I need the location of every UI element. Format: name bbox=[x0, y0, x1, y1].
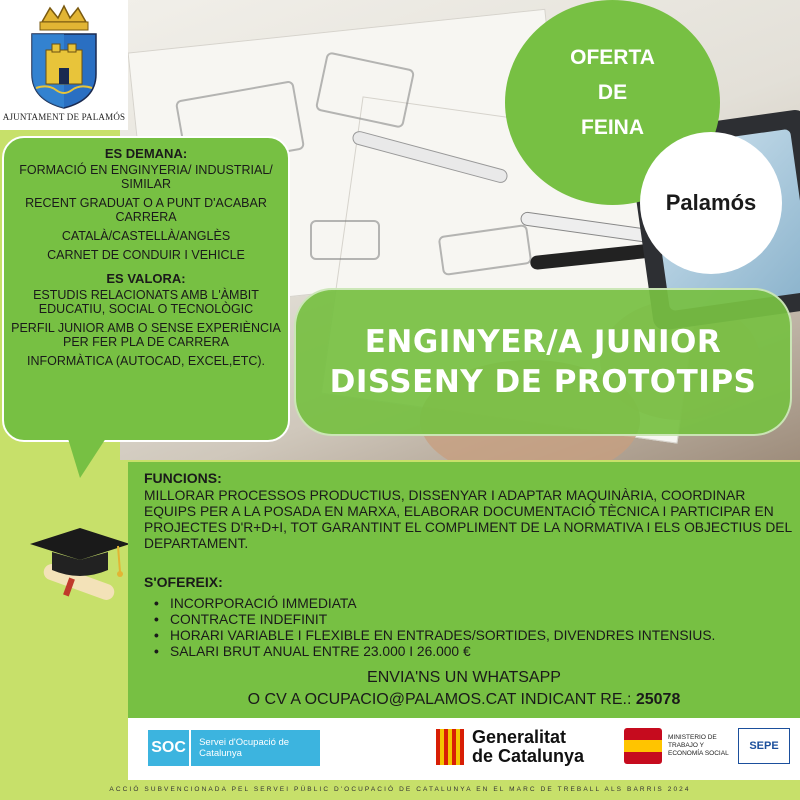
town-logo bbox=[0, 0, 128, 130]
sepe-label: SEPE bbox=[749, 740, 779, 752]
demana-heading: ES DEMANA: bbox=[104, 146, 188, 161]
requirement-item: FORMACIÓ EN ENGINYERIA/ INDUSTRIAL/ SIMILAR bbox=[19, 163, 273, 191]
footer-note: ACCIÓ SUBVENCIONADA PEL SERVEI PÚBLIC D'OCUPACIÓ DE CATALUNYA EN EL MARC DE TREBALL ALS BARRIS 2024 bbox=[0, 780, 800, 800]
offer-list bbox=[154, 596, 715, 660]
soc-name: Servei d'Ocupació de Catalunya bbox=[199, 737, 290, 759]
generalitat-line-2: de Catalunya bbox=[472, 746, 585, 766]
sepe-logo bbox=[738, 728, 790, 764]
senyera-icon bbox=[436, 729, 464, 765]
logo-caption: AJUNTAMENT DE PALAMÓS bbox=[2, 112, 126, 122]
generalitat-logo bbox=[436, 728, 584, 766]
valued-item: INFORMÀTICA (AUTOCAD, EXCEL,ETC). bbox=[27, 354, 265, 368]
funcions-text: MILLORAR PROCESSOS PRODUCTIUS, DISSENYAR I ADAPTAR MAQUINÀRIA, COORDINAR EQUIPS PER A LA POSADA EN MARXA, ELABORAR DOCUMENTACIÓ TÈCNICA I PARTICIPAR EN PROJECTES D'R+D+I, TOT GARANTINT EL COMPLIMENT DE LA NORMATIVA I ELS OBJECTIUS DEL DEPARTAMENT. bbox=[144, 488, 792, 551]
valora-heading: ES VALORA: bbox=[106, 271, 186, 286]
list-item: • SALARI BRUT ANUAL ENTRE 23.000 I 26.000 € bbox=[154, 644, 715, 660]
offer-line-2: DE bbox=[597, 81, 628, 104]
contact-info bbox=[128, 667, 800, 711]
list-item: • INCORPORACIÓ IMMEDIATA bbox=[154, 596, 715, 612]
offer-line-1: OFERTA bbox=[570, 46, 655, 69]
ministry-sepe-logo bbox=[624, 728, 790, 764]
offer-line-3: FEINA bbox=[581, 116, 644, 139]
ministry-name: MINISTERIO DE TRABAJO Y ECONOMÍA SOCIAL bbox=[668, 734, 729, 757]
sponsor-logos bbox=[128, 718, 800, 780]
requirements-bubble bbox=[2, 136, 290, 442]
valued-item: PERFIL JUNIOR AMB O SENSE EXPERIÈNCIA PER FER PLA DE CARRERA bbox=[11, 321, 281, 349]
list-item: • HORARI VARIABLE I FLEXIBLE EN ENTRADES/SORTIDES, DIVENDRES INTENSIUS. bbox=[154, 628, 715, 644]
requirement-item: RECENT GRADUAT O A PUNT D'ACABAR CARRERA bbox=[25, 196, 267, 224]
contact-line-2: O CV A OCUPACIO@PALAMOS.CAT INDICANT RE.: bbox=[247, 691, 632, 708]
funcions-heading: FUNCIONS: bbox=[144, 470, 222, 486]
coat-of-arms-icon bbox=[22, 4, 106, 110]
job-title-line-2: DISSENY DE PROTOTIPS bbox=[329, 364, 757, 400]
list-item: • CONTRACTE INDEFINIT bbox=[154, 612, 715, 628]
soc-mark: SOC bbox=[148, 730, 191, 766]
generalitat-line-1: Generalitat bbox=[472, 727, 567, 747]
requirement-item: CARNET DE CONDUIR I VEHICLE bbox=[47, 248, 245, 262]
graduation-cap-icon bbox=[22, 516, 134, 606]
location-badge: Palamós bbox=[640, 132, 782, 274]
ofereix-heading: S'OFEREIX: bbox=[144, 574, 223, 590]
job-title-line-1: ENGINYER/A JUNIOR bbox=[364, 324, 722, 360]
requirement-item: CATALÀ/CASTELLÀ/ANGLÈS bbox=[61, 229, 231, 243]
functions-panel bbox=[128, 462, 800, 718]
contact-line-1: ENVIA'NS UN WHATSAPP bbox=[367, 669, 561, 686]
valued-item: ESTUDIS RELACIONATS AMB L'ÀMBIT EDUCATIU, SOCIAL O TECNOLÒGIC bbox=[33, 288, 259, 316]
reference-number: 25078 bbox=[635, 691, 681, 708]
soc-logo bbox=[148, 730, 320, 766]
bubble-tail bbox=[66, 432, 110, 478]
spain-shield-icon bbox=[624, 728, 662, 764]
job-title-banner bbox=[294, 288, 792, 436]
